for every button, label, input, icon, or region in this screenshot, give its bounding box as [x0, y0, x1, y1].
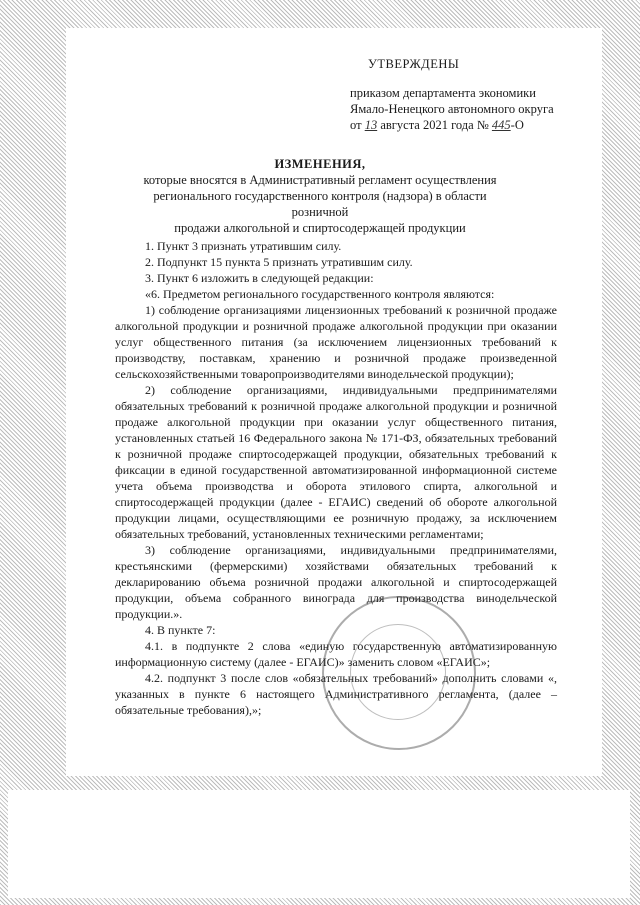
- approval-date-line: [350, 117, 554, 133]
- paragraph: 3. Пункт 6 изложить в следующей редакции:: [145, 271, 374, 285]
- date-prefix: от: [350, 118, 362, 132]
- paragraph: 2) соблюдение организациями, индивидуальными предпринимателями обязательных требований к розничной продаже алкогольной продукции и розничной продаже алкогольной продукции при оказании услуг общественного питания, установленных статьей 16 Федерального закона № 171-ФЗ, обязательных требований к розничной продаже спиртосодержащей продукции, обязательных требований к фиксации в единой государственной автоматизированной информационной системе учета объема производства и оборота этилового спирта, алкогольной и спиртосодержащей продукции (далее - ЕГАИС) сведений об обороте алкогольной продукции лицами, осуществляющими ее розничную продажу, за исключением обязательных требований, установленных техническими регламентами;: [115, 383, 557, 541]
- title-sub-3: продажи алкогольной и спиртосодержащей продукции: [174, 221, 466, 235]
- blank-area: [8, 790, 630, 898]
- document-title: [140, 156, 500, 236]
- approval-line-2: Ямало-Ненецкого автономного округа: [350, 102, 554, 116]
- paragraph: «6. Предметом регионального государственного контроля являются:: [145, 287, 495, 301]
- paragraph: 3) соблюдение организациями, индивидуальными предпринимателями, крестьянскими (фермерскими) хозяйствами обязательных требований к декларированию объема розничной продажи алкогольной и спиртосодержащей продукции, объема собранного винограда для производства винодельческой продукции.».: [115, 543, 557, 621]
- paragraph: 4. В пункте 7:: [145, 623, 216, 637]
- approval-block: [350, 56, 554, 133]
- title-main: ИЗМЕНЕНИЯ,: [274, 157, 366, 171]
- handwritten-day: 13: [364, 118, 378, 132]
- handwritten-number: 445: [491, 118, 511, 132]
- title-sub-1: которые вносятся в Административный регламент осуществления: [143, 173, 497, 187]
- paragraph: 1) соблюдение организациями лицензионных требований к розничной продаже алкогольной продукции и розничной продаже алкогольной продукции при оказании услуг общественного питания (за исключением лицензионных требований к производству, поставкам, хранению и розничной продаже произведенной сельскохозяйственными товаропроизводителями винодельческой продукции);: [115, 303, 557, 381]
- paragraph: 4.1. в подпункте 2 слова «единую государственную автоматизированную информационную систему (далее - ЕГАИС)» заменить словом «ЕГАИС»;: [115, 639, 557, 669]
- paragraph: 1. Пункт 3 признать утратившим силу.: [145, 239, 342, 253]
- official-seal-stamp: [322, 596, 476, 750]
- approval-line-1: приказом департамента экономики: [350, 86, 536, 100]
- paragraph: 4.2. подпункт 3 после слов «обязательных требований» дополнить словами «, указанных в пункте 6 настоящего Административного регламента, (далее – обязательные требования),»;: [115, 671, 557, 717]
- title-sub-2: регионального государственного контроля (надзора) в области розничной: [153, 189, 487, 219]
- date-mid: августа 2021 года №: [380, 118, 489, 132]
- number-suffix: -О: [510, 118, 524, 132]
- approval-heading: УТВЕРЖДЕНЫ: [368, 57, 460, 71]
- paragraph: 2. Подпункт 15 пункта 5 признать утратившим силу.: [145, 255, 413, 269]
